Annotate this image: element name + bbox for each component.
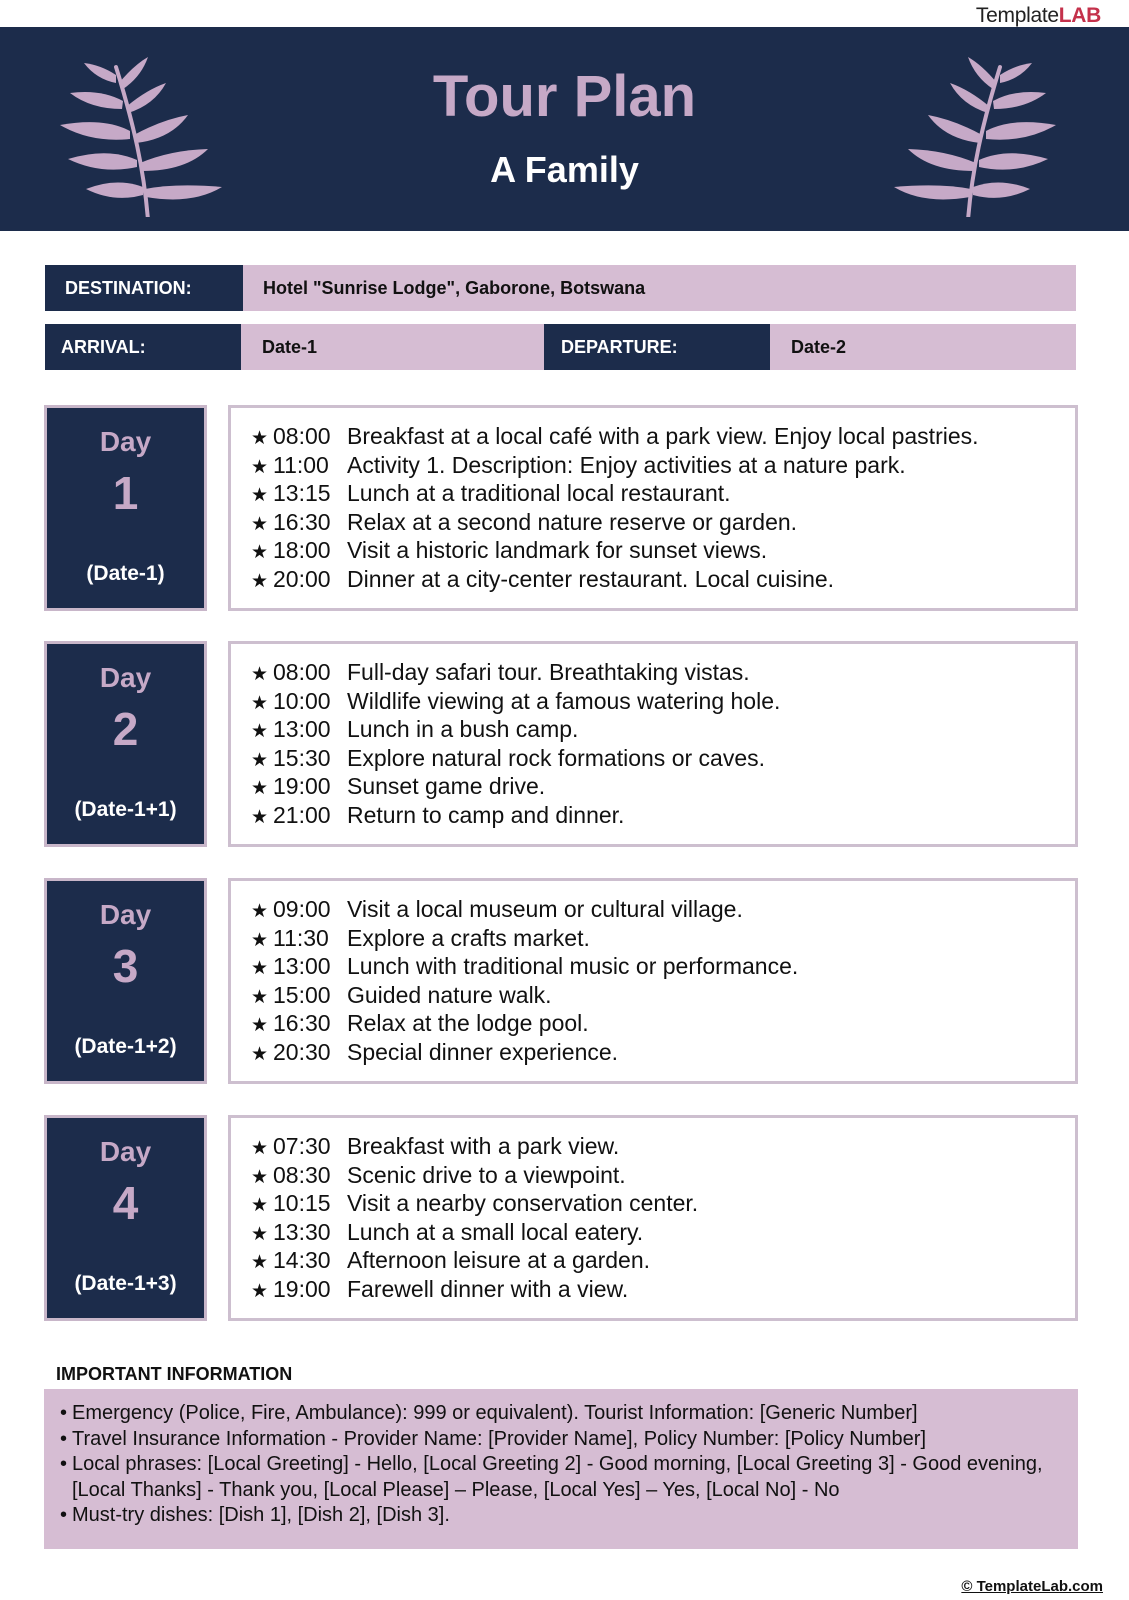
schedule-time: 09:00 (273, 896, 331, 922)
schedule-time: 10:00 (273, 687, 331, 714)
schedule-description: Visit a historic landmark for sunset views. (347, 537, 768, 563)
page-subtitle: A Family (490, 149, 639, 190)
important-info-box (44, 1389, 1078, 1549)
day-date: (Date-1) (86, 562, 165, 585)
star-icon: ★ (251, 1223, 269, 1245)
info-item (60, 1503, 1062, 1529)
star-icon: ★ (251, 542, 269, 563)
schedule-time: 20:30 (273, 1038, 331, 1065)
schedule-time: 08:00 (273, 423, 331, 449)
schedule-item (251, 1247, 1075, 1276)
schedule-item (251, 1162, 1075, 1191)
schedule-item (251, 982, 1075, 1011)
bullet-dot: • (60, 1453, 68, 1475)
schedule-description: Special dinner experience. (347, 1038, 619, 1065)
schedule-description: Wildlife viewing at a famous watering hole. (347, 687, 781, 714)
star-icon: ★ (251, 721, 269, 742)
star-icon: ★ (251, 692, 269, 714)
schedule-item (251, 509, 1075, 538)
schedule-time: 11:30 (273, 924, 329, 951)
arrival-label: ARRIVAL: (45, 324, 241, 370)
schedule-description: Explore natural rock formations or caves. (347, 744, 766, 771)
templatelab-logo (976, 4, 1101, 28)
schedule-description: Activity 1. Description: Enjoy activities at a nature park. (347, 451, 906, 478)
schedule-description: Farewell dinner with a view. (347, 1275, 629, 1302)
star-icon: ★ (251, 664, 269, 685)
star-icon: ★ (251, 986, 269, 1008)
day-schedule (228, 1115, 1078, 1321)
schedule-item (251, 773, 1075, 802)
schedule-item (251, 953, 1075, 982)
info-item (60, 1452, 1062, 1503)
destination-label: DESTINATION: (45, 265, 243, 311)
schedule-description: Guided nature walk. (347, 981, 552, 1008)
star-icon: ★ (251, 513, 269, 535)
schedule-item (251, 659, 1075, 688)
schedule-time: 13:00 (273, 953, 331, 979)
leaf-branch-icon (884, 55, 1070, 217)
star-icon: ★ (251, 1166, 269, 1188)
day-date: (Date-1+1) (74, 798, 177, 821)
star-icon: ★ (251, 428, 269, 449)
schedule-description: Lunch at a traditional local restaurant. (347, 480, 731, 506)
schedule-time: 11:00 (273, 451, 329, 478)
star-icon: ★ (251, 929, 269, 951)
schedule-description: Afternoon leisure at a garden. (347, 1247, 651, 1273)
info-item (60, 1427, 1062, 1453)
schedule-item (251, 1190, 1075, 1219)
schedule-time: 20:00 (273, 565, 331, 592)
bullet-dot: • (60, 1427, 68, 1450)
day-schedule (228, 405, 1078, 611)
schedule-description: Relax at a second nature reserve or garden. (347, 508, 798, 535)
schedule-item (251, 537, 1075, 566)
bullet-dot: • (60, 1504, 68, 1526)
schedule-item (251, 423, 1075, 452)
star-icon: ★ (251, 778, 269, 799)
day-label: Day (99, 662, 152, 693)
star-icon: ★ (251, 749, 269, 771)
schedule-description: Breakfast with a park view. (347, 1133, 620, 1159)
day-schedule (228, 878, 1078, 1084)
schedule-time: 16:30 (273, 1010, 331, 1036)
schedule-item (251, 896, 1075, 925)
day-badge (44, 1115, 207, 1321)
star-icon: ★ (251, 456, 269, 478)
star-icon: ★ (251, 485, 269, 506)
schedule-item (251, 925, 1075, 954)
day-label: Day (99, 899, 152, 930)
schedule-time: 08:00 (273, 659, 331, 685)
schedule-time: 10:15 (273, 1190, 331, 1216)
schedule-item (251, 566, 1075, 595)
star-icon: ★ (251, 1252, 269, 1273)
logo-text-template: Template (975, 4, 1059, 27)
star-icon: ★ (251, 901, 269, 922)
schedule-item (251, 1133, 1075, 1162)
star-icon: ★ (251, 1195, 269, 1216)
info-text: Travel Insurance Information - Provider Name: [Provider Name], Policy Number: [Policy Number] (72, 1427, 926, 1450)
day-date: (Date-1+2) (74, 1035, 177, 1058)
day-badge (44, 878, 207, 1084)
schedule-time: 16:30 (273, 508, 331, 535)
schedule-item (251, 1010, 1075, 1039)
day-badge (44, 405, 207, 611)
schedule-description: Visit a local museum or cultural village. (347, 896, 743, 922)
info-text: Emergency (Police, Fire, Ambulance): 999 or equivalent). Tourist Information: [Generic Number] (72, 1402, 918, 1424)
schedule-description: Sunset game drive. (347, 773, 546, 799)
destination-value: Hotel "Sunrise Lodge", Gaborone, Botswana (243, 265, 1076, 311)
schedule-item (251, 1039, 1075, 1068)
schedule-item (251, 480, 1075, 509)
schedule-description: Relax at the lodge pool. (347, 1010, 589, 1036)
schedule-time: 07:30 (273, 1133, 331, 1159)
info-text: Must-try dishes: [Dish 1], [Dish 2], [Dish 3]. (72, 1504, 450, 1526)
schedule-time: 19:00 (273, 1275, 331, 1302)
schedule-time: 13:15 (273, 480, 331, 506)
schedule-description: Return to camp and dinner. (347, 801, 625, 828)
day-date: (Date-1+3) (74, 1272, 177, 1295)
day-schedule (228, 641, 1078, 847)
schedule-description: Visit a nearby conservation center. (347, 1190, 699, 1216)
page-title: Tour Plan (432, 64, 697, 129)
schedule-time: 15:30 (273, 744, 331, 771)
schedule-description: Scenic drive to a viewpoint. (347, 1161, 626, 1188)
star-icon: ★ (251, 958, 269, 979)
schedule-description: Lunch at a small local eatery. (347, 1218, 644, 1245)
bullet-dot: • (60, 1402, 68, 1424)
header-banner (0, 27, 1129, 231)
star-icon: ★ (251, 1043, 269, 1065)
info-item (60, 1401, 1062, 1427)
day-number: 4 (112, 1177, 139, 1229)
day-number: 2 (112, 703, 139, 755)
schedule-description: Full-day safari tour. Breathtaking vistas. (347, 659, 750, 685)
info-text: Local phrases: [Local Greeting] - Hello, [Local Greeting 2] - Good morning, [Local Greeting 3] - Good evening, [Local Thanks] - Thank you, [Local Please] – Please, [Local Yes] – Yes, [Local No] - No (72, 1453, 1043, 1501)
star-icon: ★ (251, 570, 269, 592)
schedule-description: Lunch with traditional music or performance. (347, 953, 799, 979)
schedule-item (251, 745, 1075, 774)
schedule-time: 19:00 (273, 773, 331, 799)
schedule-item (251, 802, 1075, 831)
schedule-time: 15:00 (273, 981, 331, 1008)
arrival-value: Date-1 (241, 324, 544, 370)
star-icon: ★ (251, 1015, 269, 1036)
day-number: 1 (112, 467, 139, 519)
schedule-description: Lunch in a bush camp. (347, 716, 579, 742)
schedule-description: Breakfast at a local café with a park view. Enjoy local pastries. (347, 423, 979, 449)
schedule-item (251, 688, 1075, 717)
schedule-time: 13:30 (273, 1218, 331, 1245)
schedule-time: 08:30 (273, 1161, 331, 1188)
schedule-item (251, 452, 1075, 481)
important-info-heading: IMPORTANT INFORMATION (56, 1364, 293, 1384)
schedule-item (251, 716, 1075, 745)
schedule-item (251, 1219, 1075, 1248)
schedule-time: 14:30 (273, 1247, 331, 1273)
star-icon: ★ (251, 1280, 269, 1302)
schedule-time: 18:00 (273, 537, 331, 563)
departure-value: Date-2 (770, 324, 1076, 370)
logo-text-lab: LAB (1058, 4, 1101, 27)
star-icon: ★ (251, 1138, 269, 1159)
day-badge (44, 641, 207, 847)
departure-label: DEPARTURE: (544, 324, 770, 370)
schedule-time: 13:00 (273, 716, 331, 742)
day-label: Day (99, 1136, 152, 1167)
star-icon: ★ (251, 806, 269, 828)
footer-link[interactable]: © TemplateLab.com (961, 1578, 1103, 1595)
schedule-item (251, 1276, 1075, 1305)
day-label: Day (99, 426, 152, 457)
schedule-time: 21:00 (273, 801, 331, 828)
day-number: 3 (112, 940, 139, 992)
schedule-description: Dinner at a city-center restaurant. Local cuisine. (347, 565, 835, 592)
schedule-description: Explore a crafts market. (347, 924, 590, 951)
